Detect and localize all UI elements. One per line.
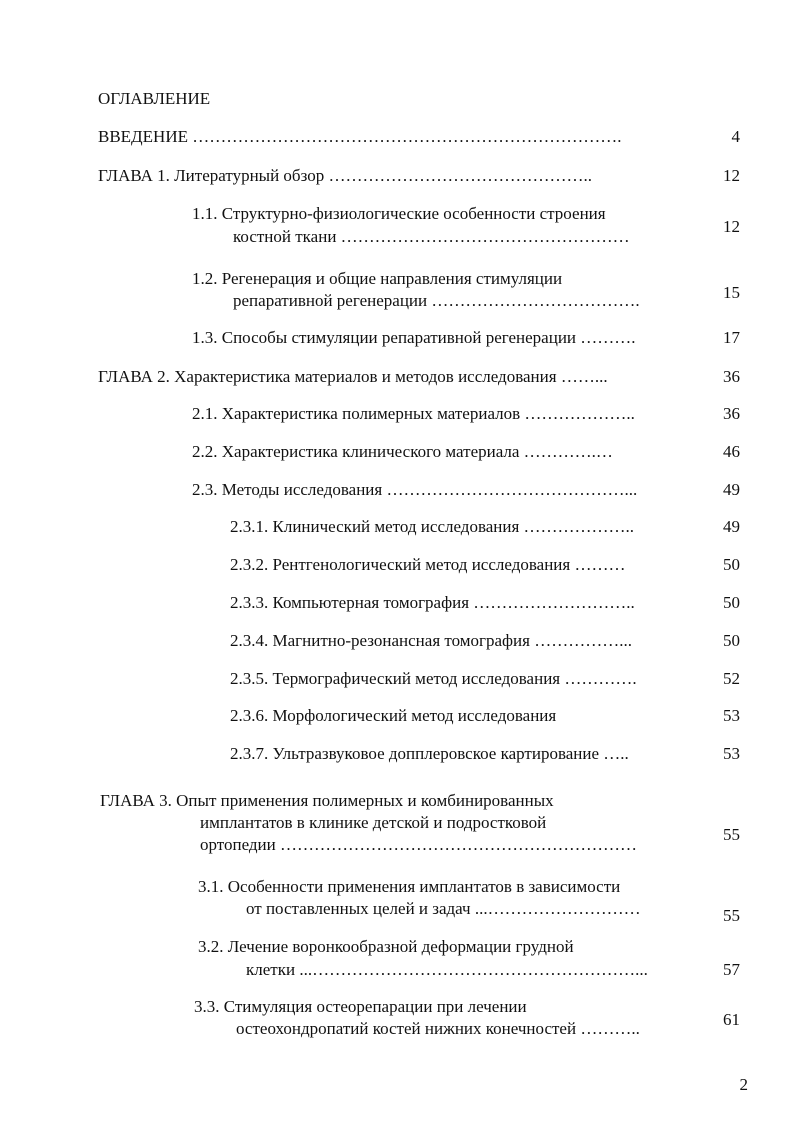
toc-entry-text-cont: от поставленных целей и задач ...………………………: [246, 899, 641, 918]
toc-entry-page: 55: [723, 906, 740, 925]
toc-entry-text-cont: репаративной регенерации ……………………………….: [233, 291, 640, 310]
toc-entry-page: 50: [723, 555, 740, 574]
toc-entry-page: 17: [723, 328, 740, 347]
toc-entry-page: 53: [723, 744, 740, 763]
toc-entry-text: 2.3.5. Термографический метод исследования ………….: [230, 669, 637, 688]
toc-entry-text: 2.1. Характеристика полимерных материалов ………………..: [192, 404, 635, 423]
toc-entry-text-cont: имплантатов в клинике детской и подростковой: [200, 813, 547, 832]
toc-entry-page: 52: [723, 669, 740, 688]
toc-entry-page: 46: [723, 442, 740, 461]
toc-entry-page: 36: [723, 367, 740, 386]
toc-entry-text: 2.3.6. Морфологический метод исследования: [230, 706, 557, 725]
toc-entry-page: 50: [723, 631, 740, 650]
page-number: 2: [739, 1075, 748, 1094]
toc-entry-text: 2.3. Методы исследования ……………………………………...: [192, 480, 638, 499]
toc-entry-text: 3.3. Стимуляция остеорепарации при лечении: [194, 997, 527, 1016]
toc-entry-text-cont: остеохондропатий костей нижних конечностей ………..: [236, 1019, 640, 1038]
toc-entry-text: 2.3.4. Магнитно-резонансная томография ……………...: [230, 631, 632, 650]
toc-entry-page: 15: [723, 283, 740, 302]
toc-entry-text-cont: костной ткани ……………………………………………: [233, 227, 630, 246]
toc-entry-page: 50: [723, 593, 740, 612]
toc-entry-text: ГЛАВА 2. Характеристика материалов и методов исследования ……...: [98, 367, 608, 386]
toc-entry-page: 36: [723, 404, 740, 423]
toc-entry-page: 12: [723, 217, 740, 236]
toc-entry-text: 2.2. Характеристика клинического материала ………….…: [192, 442, 613, 461]
toc-entry-page: 12: [723, 166, 740, 185]
toc-entry-page: 49: [723, 480, 740, 499]
toc-entry-page: 49: [723, 517, 740, 536]
toc-entry-text: ГЛАВА 3. Опыт применения полимерных и комбинированных: [100, 791, 554, 810]
toc-entry-page: 57: [723, 960, 740, 979]
toc-entry-text: 2.3.3. Компьютерная томография ………………………..: [230, 593, 635, 612]
toc-entry-text: ВВЕДЕНИЕ ………………………………………………………………….: [98, 127, 622, 146]
toc-entry-text: 1.2. Регенерация и общие направления стимуляции: [192, 269, 563, 288]
toc-entry-text: 2.3.2. Рентгенологический метод исследования ………: [230, 555, 626, 574]
toc-entry-text: 2.3.7. Ультразвуковое допплеровское картирование …..: [230, 744, 629, 763]
toc-entry-page: 55: [723, 825, 740, 844]
toc-entry-text: 1.3. Способы стимуляции репаративной регенерации ……….: [192, 328, 636, 347]
toc-entry-page: 53: [723, 706, 740, 725]
toc-entry-page: 61: [723, 1010, 740, 1029]
toc-entry-text: 3.2. Лечение воронкообразной деформации грудной: [198, 937, 574, 956]
toc-heading: ОГЛАВЛЕНИЕ: [98, 89, 211, 108]
toc-entry-text: 2.3.1. Клинический метод исследования ………………..: [230, 517, 635, 536]
toc-entry-page: 4: [731, 127, 740, 146]
toc-entry-text: 3.1. Особенности применения имплантатов в зависимости: [198, 877, 621, 896]
toc-entry-text-cont: клетки ...…………………………………………………...: [246, 960, 648, 979]
toc-entry-text-cont: ортопедии ………………………………………………………: [200, 835, 637, 854]
toc-entry-text: 1.1. Структурно-физиологические особенности строения: [192, 204, 606, 223]
toc-entry-text: ГЛАВА 1. Литературный обзор ………………………………………..: [98, 166, 592, 185]
